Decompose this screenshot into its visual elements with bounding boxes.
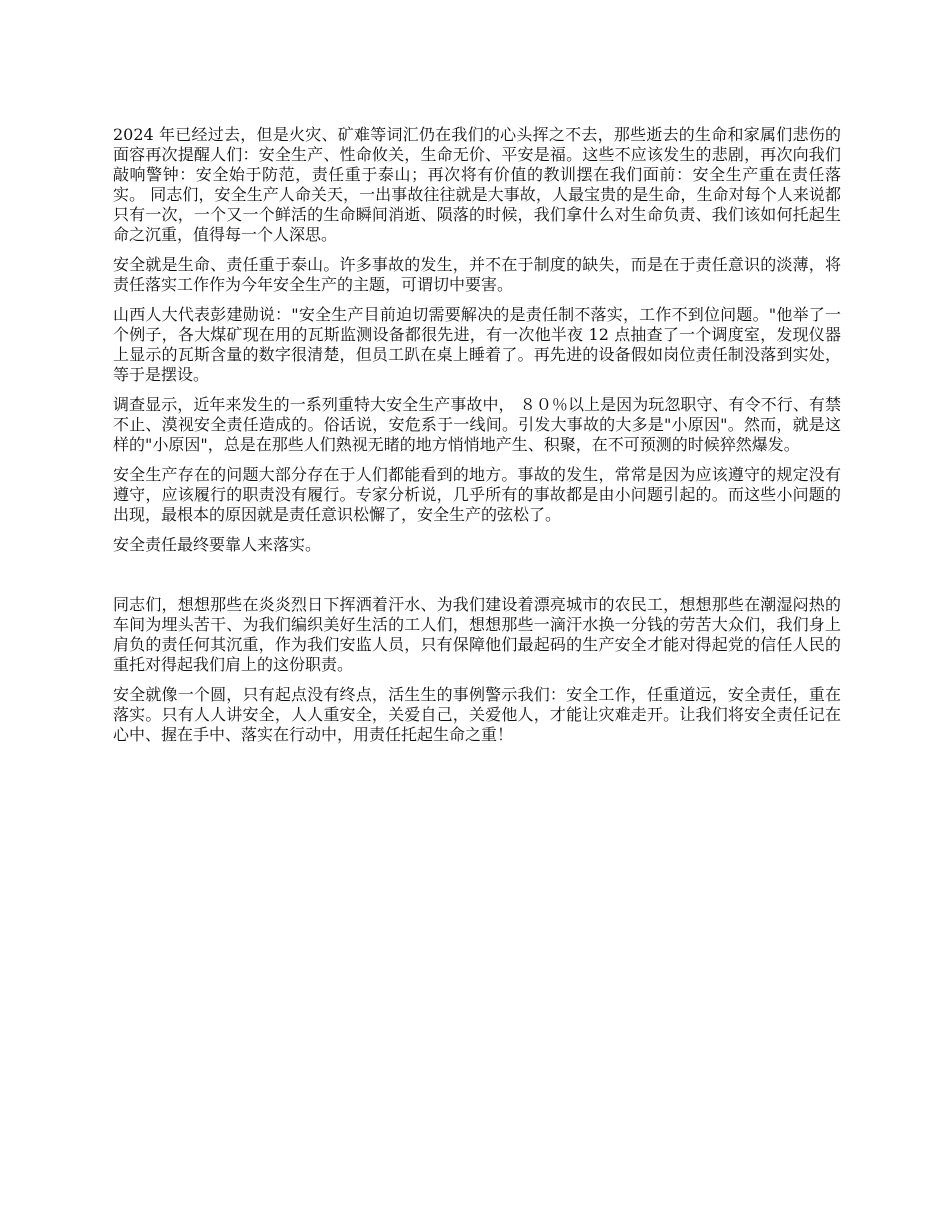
paragraph-problems: 安全生产存在的问题大部分存在于人们都能看到的地方。事故的发生，常常是因为应该遵守的规定没有遵守，应该履行的职责没有履行。专家分析说，几乎所有的事故都是由小问题引起的。而这些小问题的出现，最根本的原因就是责任意识松懈了，安全生产的弦松了。 <box>113 465 841 524</box>
paragraph-responsibility: 安全责任最终要靠人来落实。 <box>113 535 322 554</box>
paragraph-shanxi-representative: 山西人大代表彭建勋说："安全生产目前迫切需要解决的是责任制不落实，工作不到位问题。"他举了一个例子，各大煤矿现在用的瓦斯监测设备都很先进，有一次他半夜 12 点抽查了一个调度室，发现仪器上显示的瓦斯含量的数字很清楚，但员工趴在桌上睡着了。再先进的设备假如岗位责任制没落到实处，等于是摆设。 <box>113 305 841 384</box>
document-body <box>113 125 841 755</box>
section-gap <box>113 565 841 595</box>
paragraph-safety-is-life: 安全就是生命、责任重于泰山。许多事故的发生，并不在于制度的缺失，而是在于责任意识的淡薄，将责任落实工作作为今年安全生产的主题，可谓切中要害。 <box>113 255 841 294</box>
paragraph-survey: 调查显示，近年来发生的一系列重特大安全生产事故中， ８０％以上是因为玩忽职守、有令不行、有禁不止、漠视安全责任造成的。俗话说，安危系于一线间。引发大事故的大多是"小原因"。然而，就是这样的"小原因"，总是在那些人们熟视无睹的地方悄悄地产生、积聚，在不可预测的时候猝然爆发。 <box>113 395 841 454</box>
paragraph-safety-circle: 安全就像一个圆，只有起点没有终点，活生生的事例警示我们：安全工作，任重道远，安全责任，重在落实。只有人人讲安全，人人重安全，关爱自己，关爱他人，才能让灾难走开。让我们将安全责任记在心中、握在手中、落实在行动中，用责任托起生命之重！ <box>113 685 841 744</box>
paragraph-comrades: 同志们，想想那些在炎炎烈日下挥洒着汗水、为我们建设着漂亮城市的农民工，想想那些在潮湿闷热的车间为埋头苦干、为我们编织美好生活的工人们，想想那些一滴汗水换一分钱的劳苦大众们，我们身上肩负的责任何其沉重，作为我们安监人员，只有保障他们最起码的生产安全才能对得起党的信任人民的重托对得起我们肩上的这份职责。 <box>113 595 841 674</box>
paragraph-year-review: 2024 年已经过去，但是火灾、矿难等词汇仍在我们的心头挥之不去，那些逝去的生命和家属们悲伤的面容再次提醒人们：安全生产、性命攸关，生命无价、平安是福。这些不应该发生的悲剧，再次向我们敲响警钟：安全始于防范，责任重于泰山；再次将有价值的教训摆在我们面前：安全生产重在责任落实。 同志们，安全生产人命关天，一出事故往往就是大事故，人最宝贵的是生命，生命对每个人来说都只有一次，一个又一个鲜活的生命瞬间消逝、陨落的时候，我们拿什么对生命负责、我们该如何托起生命之沉重，值得每一个人深思。 <box>113 125 841 244</box>
